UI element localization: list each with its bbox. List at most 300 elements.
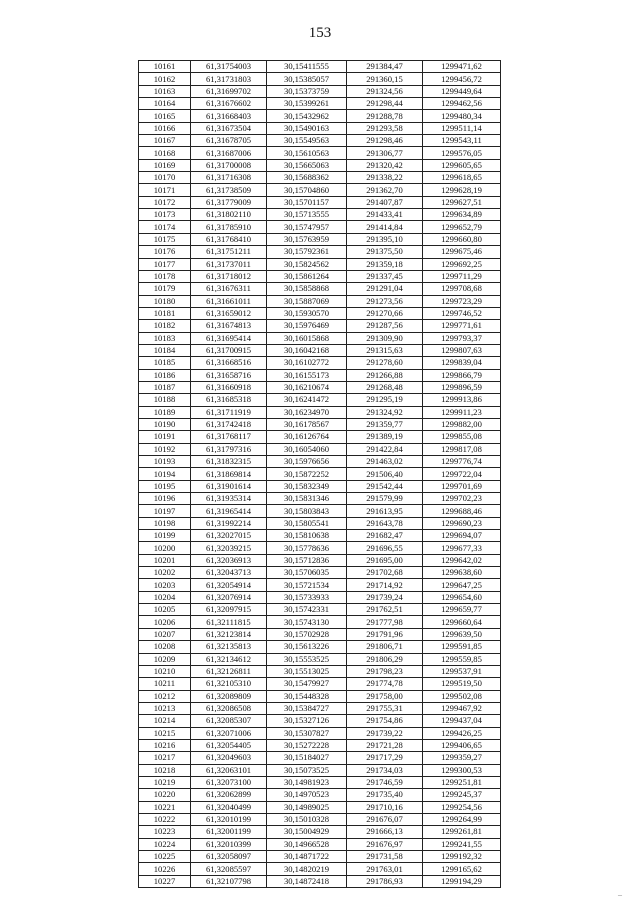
- x-coordinate-cell: 291746,59: [347, 776, 423, 788]
- x-coordinate-cell: 291298,44: [347, 98, 423, 110]
- longitude-cell: 30,15549563: [267, 135, 347, 147]
- table-row: [139, 381, 501, 393]
- x-coordinate-cell: 291676,97: [347, 838, 423, 850]
- latitude-cell: 61,31700915: [191, 344, 267, 356]
- x-coordinate-cell: 291754,86: [347, 715, 423, 727]
- latitude-cell: 61,32049603: [191, 752, 267, 764]
- longitude-cell: 30,15976656: [267, 456, 347, 468]
- x-coordinate-cell: 291268,48: [347, 381, 423, 393]
- longitude-cell: 30,15384727: [267, 702, 347, 714]
- point-number-cell: 10164: [139, 98, 191, 110]
- table-row: [139, 135, 501, 147]
- table-row: [139, 172, 501, 184]
- table-row: [139, 468, 501, 480]
- margin-mark: –: [618, 890, 622, 899]
- longitude-cell: 30,14820219: [267, 863, 347, 875]
- point-number-cell: 10184: [139, 344, 191, 356]
- point-number-cell: 10165: [139, 110, 191, 122]
- table-row: [139, 357, 501, 369]
- table-row: [139, 678, 501, 690]
- point-number-cell: 10191: [139, 431, 191, 443]
- point-number-cell: 10180: [139, 295, 191, 307]
- latitude-cell: 61,32071006: [191, 727, 267, 739]
- y-coordinate-cell: 1299652,79: [423, 221, 501, 233]
- x-coordinate-cell: 291666,13: [347, 826, 423, 838]
- x-coordinate-cell: 291721,28: [347, 739, 423, 751]
- longitude-cell: 30,15858868: [267, 283, 347, 295]
- latitude-cell: 61,32054914: [191, 579, 267, 591]
- x-coordinate-cell: 291717,29: [347, 752, 423, 764]
- x-coordinate-cell: 291414,84: [347, 221, 423, 233]
- point-number-cell: 10218: [139, 764, 191, 776]
- point-number-cell: 10212: [139, 690, 191, 702]
- x-coordinate-cell: 291542,44: [347, 480, 423, 492]
- longitude-cell: 30,15831346: [267, 493, 347, 505]
- y-coordinate-cell: 1299406,65: [423, 739, 501, 751]
- point-number-cell: 10181: [139, 307, 191, 319]
- latitude-cell: 61,31731803: [191, 73, 267, 85]
- longitude-cell: 30,15513025: [267, 665, 347, 677]
- longitude-cell: 30,15887069: [267, 295, 347, 307]
- latitude-cell: 61,31674813: [191, 320, 267, 332]
- point-number-cell: 10186: [139, 369, 191, 381]
- latitude-cell: 61,32043713: [191, 567, 267, 579]
- x-coordinate-cell: 291287,56: [347, 320, 423, 332]
- x-coordinate-cell: 291758,00: [347, 690, 423, 702]
- latitude-cell: 61,31785910: [191, 221, 267, 233]
- longitude-cell: 30,16054060: [267, 443, 347, 455]
- latitude-cell: 61,31711919: [191, 406, 267, 418]
- y-coordinate-cell: 1299194,29: [423, 875, 501, 887]
- table-row: [139, 184, 501, 196]
- point-number-cell: 10178: [139, 270, 191, 282]
- point-number-cell: 10197: [139, 505, 191, 517]
- y-coordinate-cell: 1299300,53: [423, 764, 501, 776]
- longitude-cell: 30,15184027: [267, 752, 347, 764]
- latitude-cell: 61,31797316: [191, 443, 267, 455]
- y-coordinate-cell: 1299639,50: [423, 628, 501, 640]
- latitude-cell: 61,32134612: [191, 653, 267, 665]
- latitude-cell: 61,32105310: [191, 678, 267, 690]
- table-row: [139, 554, 501, 566]
- point-number-cell: 10168: [139, 147, 191, 159]
- point-number-cell: 10162: [139, 73, 191, 85]
- latitude-cell: 61,32010399: [191, 838, 267, 850]
- point-number-cell: 10174: [139, 221, 191, 233]
- x-coordinate-cell: 291579,99: [347, 493, 423, 505]
- point-number-cell: 10221: [139, 801, 191, 813]
- x-coordinate-cell: 291433,41: [347, 209, 423, 221]
- table-row: [139, 628, 501, 640]
- x-coordinate-cell: 291359,18: [347, 258, 423, 270]
- point-number-cell: 10179: [139, 283, 191, 295]
- table-row: [139, 122, 501, 134]
- point-number-cell: 10198: [139, 517, 191, 529]
- y-coordinate-cell: 1299591,85: [423, 641, 501, 653]
- longitude-cell: 30,14970523: [267, 789, 347, 801]
- point-number-cell: 10189: [139, 406, 191, 418]
- point-number-cell: 10205: [139, 604, 191, 616]
- longitude-cell: 30,15824562: [267, 258, 347, 270]
- latitude-cell: 61,31751211: [191, 246, 267, 258]
- longitude-cell: 30,14872418: [267, 875, 347, 887]
- table-row: [139, 73, 501, 85]
- table-row: [139, 270, 501, 282]
- y-coordinate-cell: 1299660,64: [423, 616, 501, 628]
- x-coordinate-cell: 291739,22: [347, 727, 423, 739]
- latitude-cell: 61,32039215: [191, 542, 267, 554]
- longitude-cell: 30,14989025: [267, 801, 347, 813]
- latitude-cell: 61,31718012: [191, 270, 267, 282]
- y-coordinate-cell: 1299480,34: [423, 110, 501, 122]
- y-coordinate-cell: 1299776,74: [423, 456, 501, 468]
- longitude-cell: 30,15272228: [267, 739, 347, 751]
- x-coordinate-cell: 291643,78: [347, 517, 423, 529]
- latitude-cell: 61,32126811: [191, 665, 267, 677]
- y-coordinate-cell: 1299511,14: [423, 122, 501, 134]
- latitude-cell: 61,32054405: [191, 739, 267, 751]
- longitude-cell: 30,15307827: [267, 727, 347, 739]
- table-row: [139, 221, 501, 233]
- longitude-cell: 30,15702928: [267, 628, 347, 640]
- y-coordinate-cell: 1299618,65: [423, 172, 501, 184]
- x-coordinate-cell: 291291,04: [347, 283, 423, 295]
- table-row: [139, 801, 501, 813]
- y-coordinate-cell: 1299746,52: [423, 307, 501, 319]
- y-coordinate-cell: 1299254,56: [423, 801, 501, 813]
- x-coordinate-cell: 291791,96: [347, 628, 423, 640]
- table-row: [139, 332, 501, 344]
- latitude-cell: 61,32058097: [191, 851, 267, 863]
- point-number-cell: 10170: [139, 172, 191, 184]
- y-coordinate-cell: 1299576,05: [423, 147, 501, 159]
- point-number-cell: 10195: [139, 480, 191, 492]
- y-coordinate-cell: 1299634,89: [423, 209, 501, 221]
- latitude-cell: 61,31676311: [191, 283, 267, 295]
- table-row: [139, 196, 501, 208]
- latitude-cell: 61,31992214: [191, 517, 267, 529]
- table-row: [139, 826, 501, 838]
- table-row: [139, 530, 501, 542]
- point-number-cell: 10204: [139, 591, 191, 603]
- longitude-cell: 30,15553525: [267, 653, 347, 665]
- latitude-cell: 61,32001199: [191, 826, 267, 838]
- x-coordinate-cell: 291755,31: [347, 702, 423, 714]
- x-coordinate-cell: 291806,29: [347, 653, 423, 665]
- table-row: [139, 579, 501, 591]
- latitude-cell: 61,31695414: [191, 332, 267, 344]
- table-row: [139, 480, 501, 492]
- longitude-cell: 30,15930570: [267, 307, 347, 319]
- x-coordinate-cell: 291384,47: [347, 61, 423, 73]
- y-coordinate-cell: 1299519,50: [423, 678, 501, 690]
- longitude-cell: 30,15747957: [267, 221, 347, 233]
- x-coordinate-cell: 291762,51: [347, 604, 423, 616]
- y-coordinate-cell: 1299807,63: [423, 344, 501, 356]
- table-row: [139, 505, 501, 517]
- x-coordinate-cell: 291735,40: [347, 789, 423, 801]
- longitude-cell: 30,15742331: [267, 604, 347, 616]
- y-coordinate-cell: 1299701,69: [423, 480, 501, 492]
- table-row: [139, 246, 501, 258]
- x-coordinate-cell: 291359,77: [347, 418, 423, 430]
- longitude-cell: 30,15399261: [267, 98, 347, 110]
- point-number-cell: 10202: [139, 567, 191, 579]
- x-coordinate-cell: 291324,56: [347, 85, 423, 97]
- latitude-cell: 61,32086508: [191, 702, 267, 714]
- y-coordinate-cell: 1299165,62: [423, 863, 501, 875]
- table-row: [139, 752, 501, 764]
- y-coordinate-cell: 1299559,85: [423, 653, 501, 665]
- longitude-cell: 30,15479927: [267, 678, 347, 690]
- table-row: [139, 702, 501, 714]
- longitude-cell: 30,15803843: [267, 505, 347, 517]
- y-coordinate-cell: 1299913,86: [423, 394, 501, 406]
- latitude-cell: 61,32085307: [191, 715, 267, 727]
- point-number-cell: 10187: [139, 381, 191, 393]
- longitude-cell: 30,15792361: [267, 246, 347, 258]
- x-coordinate-cell: 291360,15: [347, 73, 423, 85]
- latitude-cell: 61,31668403: [191, 110, 267, 122]
- longitude-cell: 30,15327126: [267, 715, 347, 727]
- x-coordinate-cell: 291407,87: [347, 196, 423, 208]
- y-coordinate-cell: 1299437,04: [423, 715, 501, 727]
- point-number-cell: 10214: [139, 715, 191, 727]
- latitude-cell: 61,32027015: [191, 530, 267, 542]
- x-coordinate-cell: 291806,71: [347, 641, 423, 653]
- table-row: [139, 85, 501, 97]
- longitude-cell: 30,15010328: [267, 813, 347, 825]
- longitude-cell: 30,15385057: [267, 73, 347, 85]
- y-coordinate-cell: 1299882,00: [423, 418, 501, 430]
- x-coordinate-cell: 291798,23: [347, 665, 423, 677]
- point-number-cell: 10182: [139, 320, 191, 332]
- latitude-cell: 61,32089809: [191, 690, 267, 702]
- x-coordinate-cell: 291293,58: [347, 122, 423, 134]
- point-number-cell: 10217: [139, 752, 191, 764]
- x-coordinate-cell: 291676,07: [347, 813, 423, 825]
- latitude-cell: 61,31779009: [191, 196, 267, 208]
- y-coordinate-cell: 1299708,68: [423, 283, 501, 295]
- point-number-cell: 10161: [139, 61, 191, 73]
- point-number-cell: 10224: [139, 838, 191, 850]
- longitude-cell: 30,15704860: [267, 184, 347, 196]
- y-coordinate-cell: 1299911,23: [423, 406, 501, 418]
- table-row: [139, 665, 501, 677]
- longitude-cell: 30,16241472: [267, 394, 347, 406]
- latitude-cell: 61,31668516: [191, 357, 267, 369]
- latitude-cell: 61,31737011: [191, 258, 267, 270]
- point-number-cell: 10163: [139, 85, 191, 97]
- point-number-cell: 10203: [139, 579, 191, 591]
- table-row: [139, 567, 501, 579]
- x-coordinate-cell: 291362,70: [347, 184, 423, 196]
- latitude-cell: 61,32076914: [191, 591, 267, 603]
- longitude-cell: 30,15688362: [267, 172, 347, 184]
- point-number-cell: 10183: [139, 332, 191, 344]
- y-coordinate-cell: 1299839,04: [423, 357, 501, 369]
- x-coordinate-cell: 291395,10: [347, 233, 423, 245]
- latitude-cell: 61,32062899: [191, 789, 267, 801]
- latitude-cell: 61,31661011: [191, 295, 267, 307]
- x-coordinate-cell: 291506,40: [347, 468, 423, 480]
- longitude-cell: 30,15872252: [267, 468, 347, 480]
- point-number-cell: 10223: [139, 826, 191, 838]
- x-coordinate-cell: 291315,63: [347, 344, 423, 356]
- x-coordinate-cell: 291774,78: [347, 678, 423, 690]
- y-coordinate-cell: 1299711,29: [423, 270, 501, 282]
- longitude-cell: 30,16234970: [267, 406, 347, 418]
- longitude-cell: 30,15610563: [267, 147, 347, 159]
- longitude-cell: 30,15004929: [267, 826, 347, 838]
- latitude-cell: 61,32123814: [191, 628, 267, 640]
- y-coordinate-cell: 1299694,07: [423, 530, 501, 542]
- y-coordinate-cell: 1299359,27: [423, 752, 501, 764]
- table-row: [139, 776, 501, 788]
- latitude-cell: 61,31768410: [191, 233, 267, 245]
- table-row: [139, 320, 501, 332]
- y-coordinate-cell: 1299192,32: [423, 851, 501, 863]
- table-row: [139, 542, 501, 554]
- latitude-cell: 61,31738509: [191, 184, 267, 196]
- table-row: [139, 715, 501, 727]
- latitude-cell: 61,31699702: [191, 85, 267, 97]
- point-number-cell: 10196: [139, 493, 191, 505]
- y-coordinate-cell: 1299855,08: [423, 431, 501, 443]
- table-row: [139, 61, 501, 73]
- table-row: [139, 591, 501, 603]
- longitude-cell: 30,16178567: [267, 418, 347, 430]
- point-number-cell: 10208: [139, 641, 191, 653]
- x-coordinate-cell: 291714,92: [347, 579, 423, 591]
- y-coordinate-cell: 1299628,19: [423, 184, 501, 196]
- longitude-cell: 30,15665063: [267, 159, 347, 171]
- longitude-cell: 30,15861264: [267, 270, 347, 282]
- y-coordinate-cell: 1299692,25: [423, 258, 501, 270]
- point-number-cell: 10201: [139, 554, 191, 566]
- x-coordinate-cell: 291337,45: [347, 270, 423, 282]
- point-number-cell: 10194: [139, 468, 191, 480]
- table-row: [139, 875, 501, 887]
- latitude-cell: 61,31685318: [191, 394, 267, 406]
- longitude-cell: 30,16102772: [267, 357, 347, 369]
- y-coordinate-cell: 1299688,46: [423, 505, 501, 517]
- latitude-cell: 61,32036913: [191, 554, 267, 566]
- table-row: [139, 813, 501, 825]
- x-coordinate-cell: 291273,56: [347, 295, 423, 307]
- table-row: [139, 838, 501, 850]
- table-row: [139, 851, 501, 863]
- table-row: [139, 147, 501, 159]
- longitude-cell: 30,16210674: [267, 381, 347, 393]
- point-number-cell: 10200: [139, 542, 191, 554]
- table-row: [139, 764, 501, 776]
- longitude-cell: 30,15976469: [267, 320, 347, 332]
- latitude-cell: 61,31678705: [191, 135, 267, 147]
- longitude-cell: 30,15763959: [267, 233, 347, 245]
- latitude-cell: 61,31700008: [191, 159, 267, 171]
- x-coordinate-cell: 291702,68: [347, 567, 423, 579]
- point-number-cell: 10193: [139, 456, 191, 468]
- latitude-cell: 61,32063101: [191, 764, 267, 776]
- y-coordinate-cell: 1299537,91: [423, 665, 501, 677]
- x-coordinate-cell: 291306,77: [347, 147, 423, 159]
- x-coordinate-cell: 291320,42: [347, 159, 423, 171]
- latitude-cell: 61,32111815: [191, 616, 267, 628]
- table-row: [139, 307, 501, 319]
- point-number-cell: 10175: [139, 233, 191, 245]
- y-coordinate-cell: 1299502,08: [423, 690, 501, 702]
- latitude-cell: 61,31832315: [191, 456, 267, 468]
- y-coordinate-cell: 1299647,25: [423, 579, 501, 591]
- longitude-cell: 30,14871722: [267, 851, 347, 863]
- table-row: [139, 295, 501, 307]
- y-coordinate-cell: 1299471,62: [423, 61, 501, 73]
- table-row: [139, 159, 501, 171]
- y-coordinate-cell: 1299261,81: [423, 826, 501, 838]
- y-coordinate-cell: 1299677,33: [423, 542, 501, 554]
- y-coordinate-cell: 1299245,37: [423, 789, 501, 801]
- latitude-cell: 61,31687006: [191, 147, 267, 159]
- point-number-cell: 10220: [139, 789, 191, 801]
- latitude-cell: 61,31754003: [191, 61, 267, 73]
- y-coordinate-cell: 1299896,59: [423, 381, 501, 393]
- table-row: [139, 616, 501, 628]
- longitude-cell: 30,15712836: [267, 554, 347, 566]
- point-number-cell: 10213: [139, 702, 191, 714]
- x-coordinate-cell: 291710,16: [347, 801, 423, 813]
- y-coordinate-cell: 1299627,51: [423, 196, 501, 208]
- longitude-cell: 30,16155173: [267, 369, 347, 381]
- point-number-cell: 10166: [139, 122, 191, 134]
- point-number-cell: 10172: [139, 196, 191, 208]
- table-row: [139, 431, 501, 443]
- page-number: 153: [308, 25, 332, 41]
- x-coordinate-cell: 291734,03: [347, 764, 423, 776]
- y-coordinate-cell: 1299659,77: [423, 604, 501, 616]
- point-number-cell: 10192: [139, 443, 191, 455]
- y-coordinate-cell: 1299654,60: [423, 591, 501, 603]
- x-coordinate-cell: 291324,92: [347, 406, 423, 418]
- longitude-cell: 30,15490163: [267, 122, 347, 134]
- x-coordinate-cell: 291375,50: [347, 246, 423, 258]
- longitude-cell: 30,16126764: [267, 431, 347, 443]
- y-coordinate-cell: 1299241,55: [423, 838, 501, 850]
- point-number-cell: 10169: [139, 159, 191, 171]
- longitude-cell: 30,15613226: [267, 641, 347, 653]
- table-row: [139, 418, 501, 430]
- latitude-cell: 61,32085597: [191, 863, 267, 875]
- table-row: [139, 456, 501, 468]
- latitude-cell: 61,31935314: [191, 493, 267, 505]
- x-coordinate-cell: 291463,02: [347, 456, 423, 468]
- longitude-cell: 30,15073525: [267, 764, 347, 776]
- longitude-cell: 30,15805541: [267, 517, 347, 529]
- y-coordinate-cell: 1299866,79: [423, 369, 501, 381]
- y-coordinate-cell: 1299449,64: [423, 85, 501, 97]
- latitude-cell: 61,32010199: [191, 813, 267, 825]
- longitude-cell: 30,15713555: [267, 209, 347, 221]
- longitude-cell: 30,15373759: [267, 85, 347, 97]
- latitude-cell: 61,32107798: [191, 875, 267, 887]
- x-coordinate-cell: 291288,78: [347, 110, 423, 122]
- table-row: [139, 493, 501, 505]
- x-coordinate-cell: 291278,60: [347, 357, 423, 369]
- point-number-cell: 10207: [139, 628, 191, 640]
- latitude-cell: 61,31901614: [191, 480, 267, 492]
- latitude-cell: 61,31660918: [191, 381, 267, 393]
- point-number-cell: 10209: [139, 653, 191, 665]
